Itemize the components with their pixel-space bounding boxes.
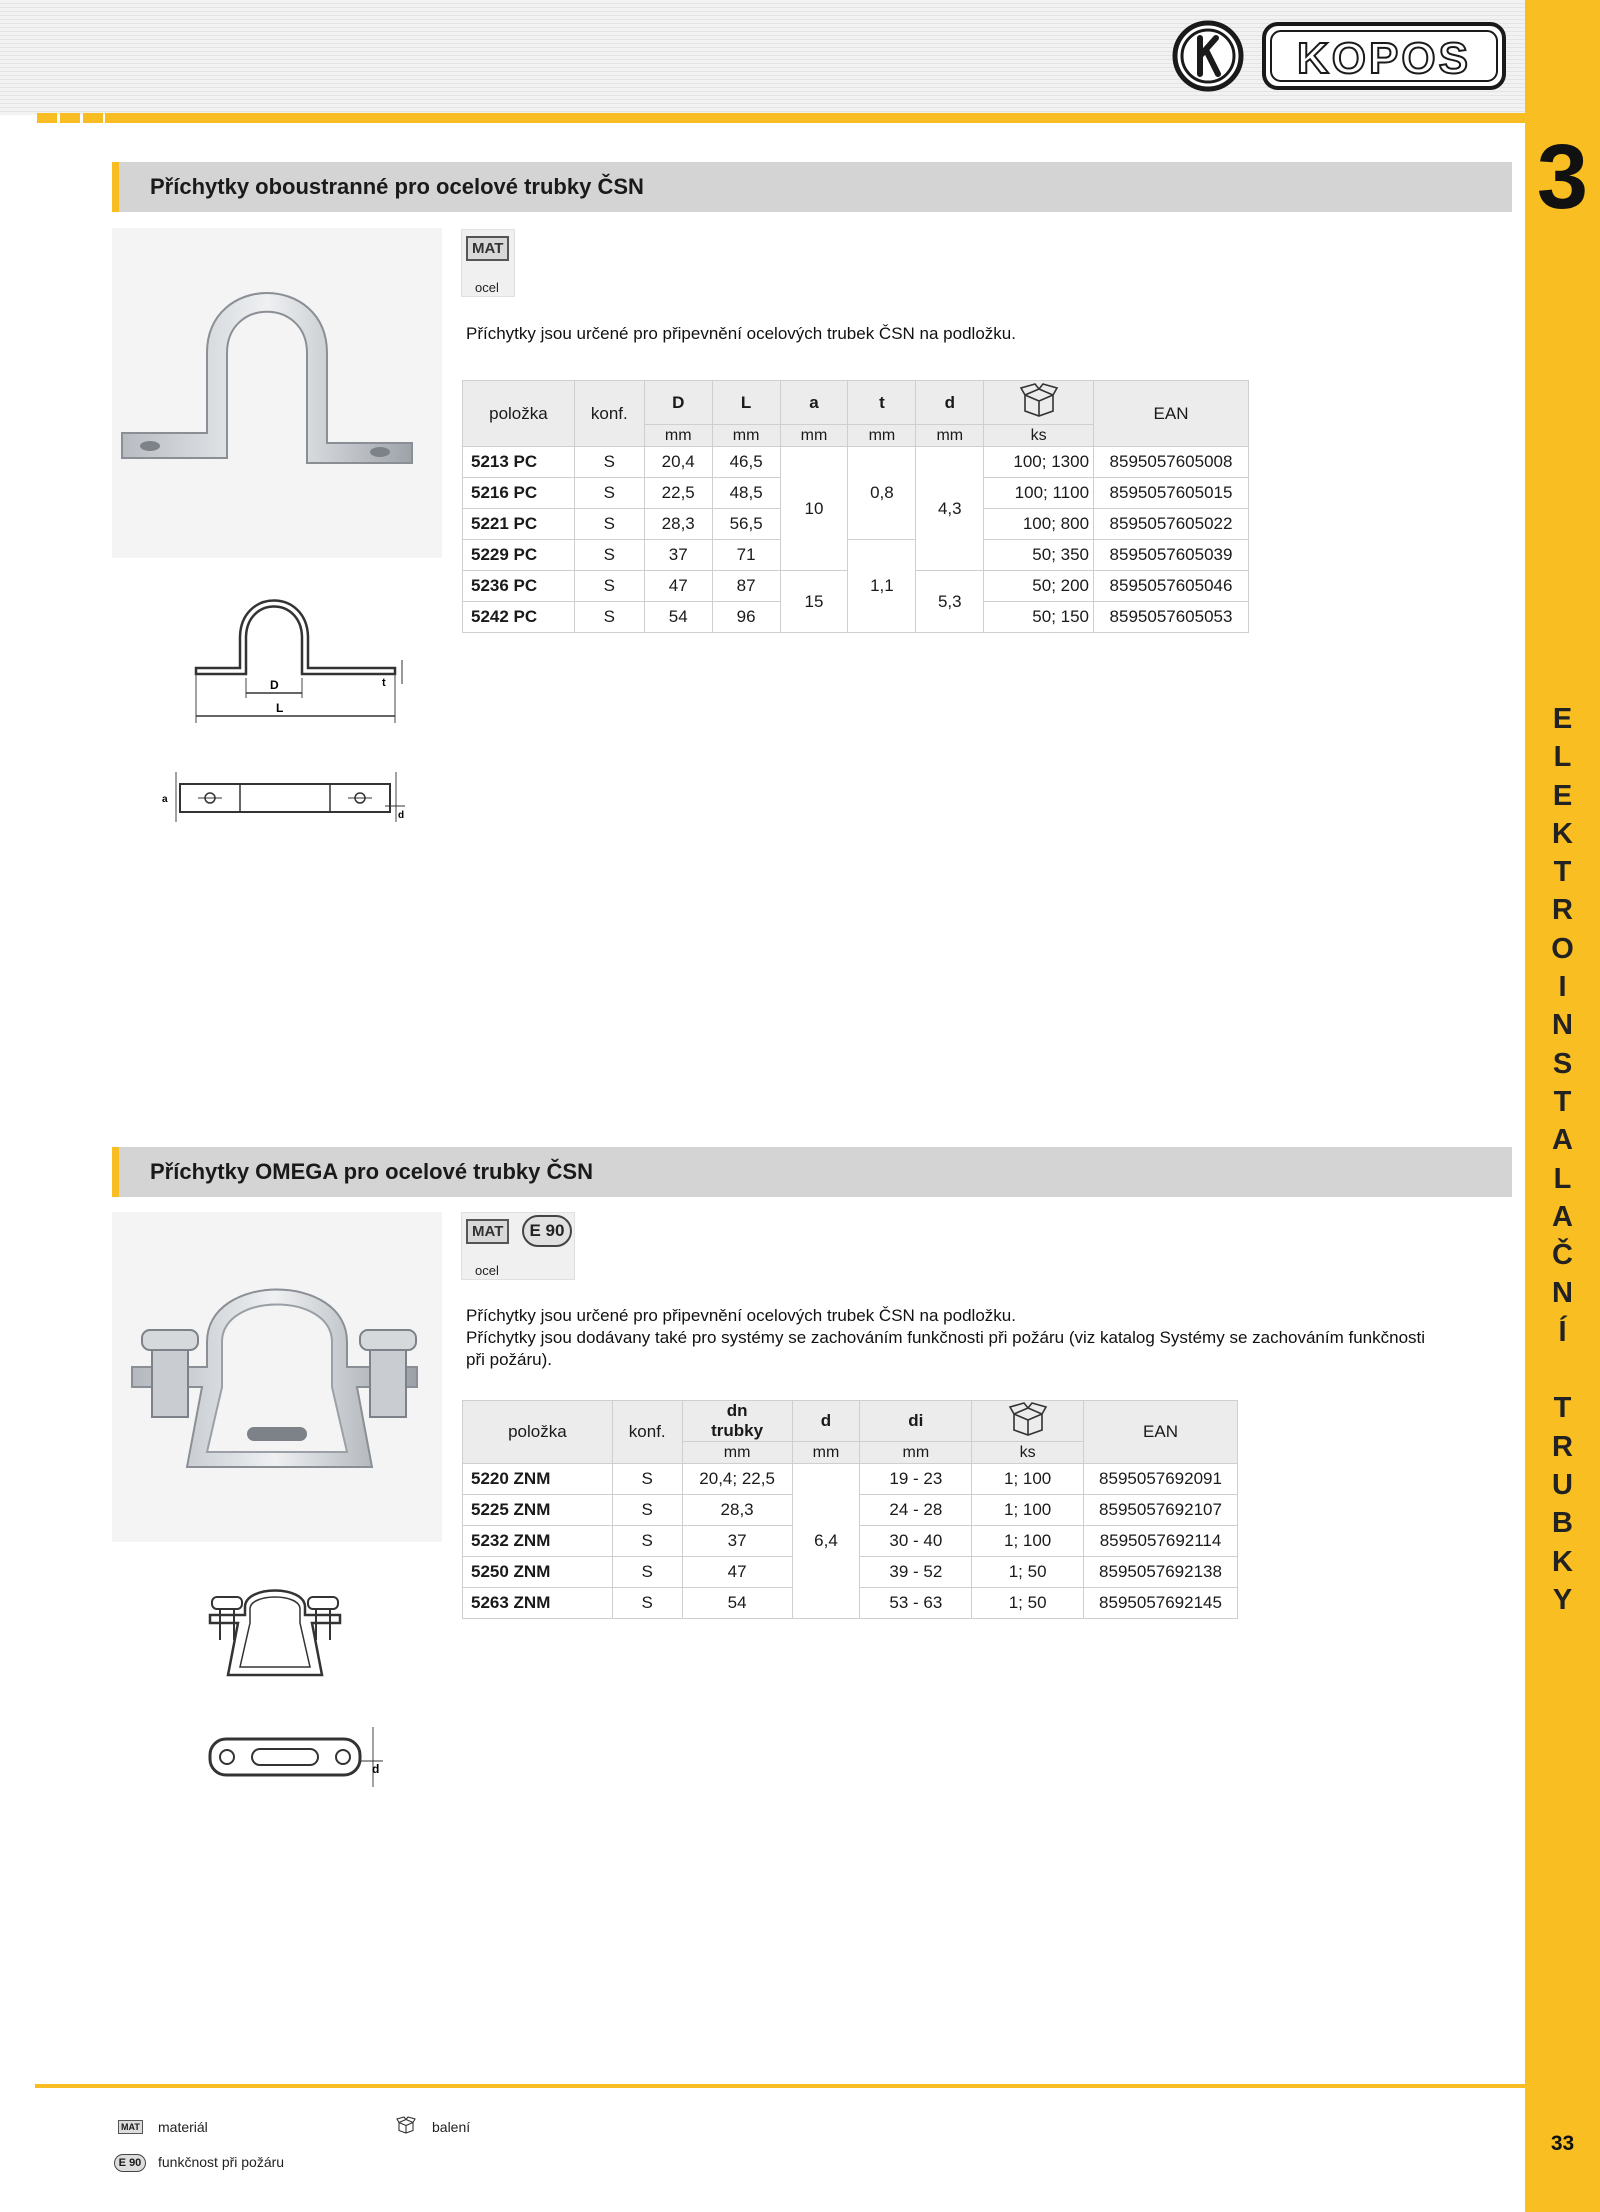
cell-ean: 8595057692091 bbox=[1084, 1464, 1238, 1495]
description-line: Příchytky jsou určené pro připevnění ocelových trubek ČSN na podložku. bbox=[466, 1306, 1016, 1325]
material-value: ocel bbox=[475, 280, 499, 295]
dimension-label-a: a bbox=[162, 794, 168, 805]
product-photo-saddle-clip bbox=[112, 228, 442, 558]
description-line: Příchytky jsou dodávany také pro systémy se zachováním funkčnosti při požáru (viz katalog Systémy se zachováním funkčnosti bbox=[466, 1328, 1426, 1347]
sidebar-letter: T bbox=[1553, 1392, 1572, 1425]
cell-item: 5220 ZNM bbox=[463, 1464, 613, 1495]
unit-cell: mm bbox=[848, 425, 916, 447]
cell-ks: 100; 1100 bbox=[984, 478, 1094, 509]
sidebar-letter: I bbox=[1558, 971, 1567, 1004]
cell-D: 22,5 bbox=[644, 478, 712, 509]
unit-cell: mm bbox=[644, 425, 712, 447]
material-badge-box bbox=[461, 229, 515, 297]
cell-item: 5236 PC bbox=[463, 571, 575, 602]
legend-box-icon bbox=[396, 2116, 416, 2139]
product-photo-omega-clip bbox=[112, 1212, 442, 1542]
legend-mat-icon: MAT bbox=[118, 2120, 143, 2134]
cell-a: 15 bbox=[780, 571, 848, 633]
e90-icon: E 90 bbox=[522, 1215, 572, 1247]
section-title-2: Příchytky OMEGA pro ocelové trubky ČSN bbox=[150, 1159, 593, 1184]
cell-ks: 1; 50 bbox=[972, 1588, 1084, 1619]
cell-D: 20,4 bbox=[644, 447, 712, 478]
sidebar-letter bbox=[1525, 1351, 1600, 1389]
cell-di: 30 - 40 bbox=[860, 1526, 972, 1557]
section-title-1: Příchytky oboustranné pro ocelové trubky ČSN bbox=[150, 174, 644, 199]
sidebar-letter: Í bbox=[1558, 1315, 1567, 1348]
cell-item: 5221 PC bbox=[463, 509, 575, 540]
cell-ks: 50; 200 bbox=[984, 571, 1094, 602]
cell-ean: 8595057692138 bbox=[1084, 1557, 1238, 1588]
cell-konf: S bbox=[574, 478, 644, 509]
sidebar-letter: N bbox=[1552, 1277, 1573, 1310]
header-line: trubky bbox=[711, 1421, 764, 1440]
sidebar-letter: T bbox=[1553, 856, 1572, 889]
sidebar-letter: U bbox=[1552, 1468, 1573, 1501]
col-header-item: položka bbox=[463, 1401, 613, 1464]
cell-ean: 8595057692114 bbox=[1084, 1526, 1238, 1557]
cell-item: 5250 ZNM bbox=[463, 1557, 613, 1588]
dimension-label-d: d bbox=[398, 810, 405, 821]
unit-cell: ks bbox=[984, 425, 1094, 447]
cell-item: 5216 PC bbox=[463, 478, 575, 509]
cell-ks: 100; 800 bbox=[984, 509, 1094, 540]
mat-icon: MAT bbox=[466, 1219, 509, 1244]
table-row bbox=[463, 1464, 1238, 1495]
sidebar-letter: B bbox=[1552, 1507, 1573, 1540]
cell-ks: 1; 100 bbox=[972, 1464, 1084, 1495]
header-accent-line bbox=[105, 113, 1525, 123]
sidebar-letter: O bbox=[1551, 932, 1574, 965]
cell-item: 5242 PC bbox=[463, 602, 575, 633]
cell-d: 5,3 bbox=[916, 571, 984, 633]
kopos-logo bbox=[1170, 18, 1510, 94]
cell-item: 5232 ZNM bbox=[463, 1526, 613, 1557]
dimension-label-t: t bbox=[382, 677, 386, 689]
cell-ean: 8595057692107 bbox=[1084, 1495, 1238, 1526]
col-header-a: a bbox=[780, 381, 848, 425]
cell-konf: S bbox=[574, 447, 644, 478]
cell-item: 5229 PC bbox=[463, 540, 575, 571]
table-row bbox=[463, 447, 1249, 478]
dimension-label-d: d bbox=[372, 1762, 380, 1776]
cell-item: 5225 ZNM bbox=[463, 1495, 613, 1526]
header-line: dn bbox=[726, 1401, 748, 1420]
cell-item: 5263 ZNM bbox=[463, 1588, 613, 1619]
cell-L: 87 bbox=[712, 571, 780, 602]
cell-d: 4,3 bbox=[916, 447, 984, 571]
sidebar-letter: S bbox=[1552, 1047, 1573, 1080]
cell-dn: 28,3 bbox=[682, 1495, 792, 1526]
section2-description bbox=[466, 1305, 1425, 1371]
col-header-t: t bbox=[848, 381, 916, 425]
unit-cell: mm bbox=[860, 1442, 972, 1464]
legend-mat-label: materiál bbox=[158, 2119, 208, 2135]
cell-dn: 47 bbox=[682, 1557, 792, 1588]
cell-D: 54 bbox=[644, 602, 712, 633]
col-header-ean: EAN bbox=[1084, 1401, 1238, 1464]
cell-ean: 8595057605008 bbox=[1094, 447, 1249, 478]
cell-ks: 1; 100 bbox=[972, 1495, 1084, 1526]
header-bar-segment bbox=[60, 113, 80, 123]
cell-dn: 20,4; 22,5 bbox=[682, 1464, 792, 1495]
box-icon bbox=[972, 1401, 1084, 1442]
col-header-D: D bbox=[644, 381, 712, 425]
cell-L: 56,5 bbox=[712, 509, 780, 540]
sidebar-title bbox=[1525, 700, 1600, 1619]
cell-L: 48,5 bbox=[712, 478, 780, 509]
sidebar-letter: N bbox=[1552, 1009, 1573, 1042]
page-number: 33 bbox=[1550, 2132, 1575, 2155]
technical-drawing-omega-top bbox=[200, 1725, 385, 1790]
sidebar-letter: E bbox=[1552, 779, 1573, 812]
sidebar-letter: Y bbox=[1552, 1583, 1573, 1616]
chapter-number: 3 bbox=[1536, 126, 1589, 228]
cell-L: 96 bbox=[712, 602, 780, 633]
cell-konf: S bbox=[574, 571, 644, 602]
cell-D: 47 bbox=[644, 571, 712, 602]
cell-D: 28,3 bbox=[644, 509, 712, 540]
cell-L: 46,5 bbox=[712, 447, 780, 478]
sidebar-letter: T bbox=[1553, 1085, 1572, 1118]
cell-ks: 50; 350 bbox=[984, 540, 1094, 571]
cell-konf: S bbox=[612, 1526, 682, 1557]
sidebar-letter: E bbox=[1552, 703, 1573, 735]
col-header-item: položka bbox=[463, 381, 575, 447]
cell-ean: 8595057605053 bbox=[1094, 602, 1249, 633]
cell-t: 1,1 bbox=[848, 540, 916, 633]
sidebar-letter: L bbox=[1553, 741, 1572, 774]
col-header-L: L bbox=[712, 381, 780, 425]
cell-konf: S bbox=[574, 602, 644, 633]
section1-description: Příchytky jsou určené pro připevnění ocelových trubek ČSN na podložku. bbox=[466, 324, 1016, 343]
kopos-logo-text: KOPOS bbox=[1297, 34, 1471, 83]
col-header-di: di bbox=[860, 1401, 972, 1442]
unit-cell: mm bbox=[682, 1442, 792, 1464]
table-row bbox=[463, 540, 1249, 571]
material-badge-box bbox=[461, 1212, 575, 1280]
sidebar-letter: R bbox=[1552, 1430, 1573, 1463]
cell-konf: S bbox=[574, 509, 644, 540]
cell-D: 37 bbox=[644, 540, 712, 571]
col-header-dn bbox=[682, 1401, 792, 1442]
dimension-label-D: D bbox=[270, 678, 279, 692]
cell-konf: S bbox=[612, 1464, 682, 1495]
cell-a: 10 bbox=[780, 447, 848, 571]
col-header-ean: EAN bbox=[1094, 381, 1249, 447]
cell-ean: 8595057605015 bbox=[1094, 478, 1249, 509]
legend-e90-label: funkčnost při požáru bbox=[158, 2154, 285, 2170]
legend-e90-icon: E 90 bbox=[114, 2154, 146, 2172]
cell-ean: 8595057605039 bbox=[1094, 540, 1249, 571]
unit-cell: mm bbox=[780, 425, 848, 447]
unit-cell: mm bbox=[792, 1442, 860, 1464]
cell-ean: 8595057605046 bbox=[1094, 571, 1249, 602]
cell-konf: S bbox=[612, 1557, 682, 1588]
technical-drawing-omega-front bbox=[200, 1585, 350, 1680]
cell-dn: 37 bbox=[682, 1526, 792, 1557]
sidebar-letter: K bbox=[1552, 817, 1573, 850]
mat-icon: MAT bbox=[466, 236, 509, 261]
sidebar-letter: L bbox=[1553, 1162, 1572, 1195]
unit-cell: mm bbox=[712, 425, 780, 447]
cell-di: 39 - 52 bbox=[860, 1557, 972, 1588]
cell-konf: S bbox=[612, 1588, 682, 1619]
unit-cell: mm bbox=[916, 425, 984, 447]
sidebar-letter: R bbox=[1552, 894, 1573, 927]
cell-ks: 1; 50 bbox=[972, 1557, 1084, 1588]
technical-drawing-front bbox=[190, 588, 410, 733]
sidebar-letter: Č bbox=[1552, 1239, 1573, 1272]
footer-accent-line bbox=[35, 2084, 1525, 2088]
sidebar-letter: A bbox=[1552, 1124, 1573, 1157]
cell-dn: 54 bbox=[682, 1588, 792, 1619]
cell-L: 71 bbox=[712, 540, 780, 571]
cell-item: 5213 PC bbox=[463, 447, 575, 478]
product-table-2 bbox=[462, 1400, 1238, 1619]
cell-konf: S bbox=[612, 1495, 682, 1526]
sidebar-letter: A bbox=[1552, 1200, 1573, 1233]
cell-ks: 100; 1300 bbox=[984, 447, 1094, 478]
col-header-d: d bbox=[916, 381, 984, 425]
col-header-konf: konf. bbox=[612, 1401, 682, 1464]
cell-d: 6,4 bbox=[792, 1464, 860, 1619]
cell-di: 24 - 28 bbox=[860, 1495, 972, 1526]
cell-di: 53 - 63 bbox=[860, 1588, 972, 1619]
cell-ean: 8595057692145 bbox=[1084, 1588, 1238, 1619]
sidebar-letter: K bbox=[1552, 1545, 1573, 1578]
dimension-label-L: L bbox=[276, 701, 284, 715]
cell-ks: 1; 100 bbox=[972, 1526, 1084, 1557]
header-bar-segment bbox=[83, 113, 103, 123]
legend-box-label: balení bbox=[432, 2119, 471, 2135]
col-header-konf: konf. bbox=[574, 381, 644, 447]
description-line: při požáru). bbox=[466, 1350, 552, 1369]
cell-ks: 50; 150 bbox=[984, 602, 1094, 633]
cell-di: 19 - 23 bbox=[860, 1464, 972, 1495]
header-bar-segment bbox=[37, 113, 57, 123]
unit-cell: ks bbox=[972, 1442, 1084, 1464]
col-header-d: d bbox=[792, 1401, 860, 1442]
product-table-1 bbox=[462, 380, 1249, 633]
technical-drawing-top bbox=[160, 770, 410, 825]
cell-ean: 8595057605022 bbox=[1094, 509, 1249, 540]
material-value: ocel bbox=[475, 1263, 499, 1278]
cell-t: 0,8 bbox=[848, 447, 916, 540]
box-icon bbox=[984, 381, 1094, 425]
cell-konf: S bbox=[574, 540, 644, 571]
